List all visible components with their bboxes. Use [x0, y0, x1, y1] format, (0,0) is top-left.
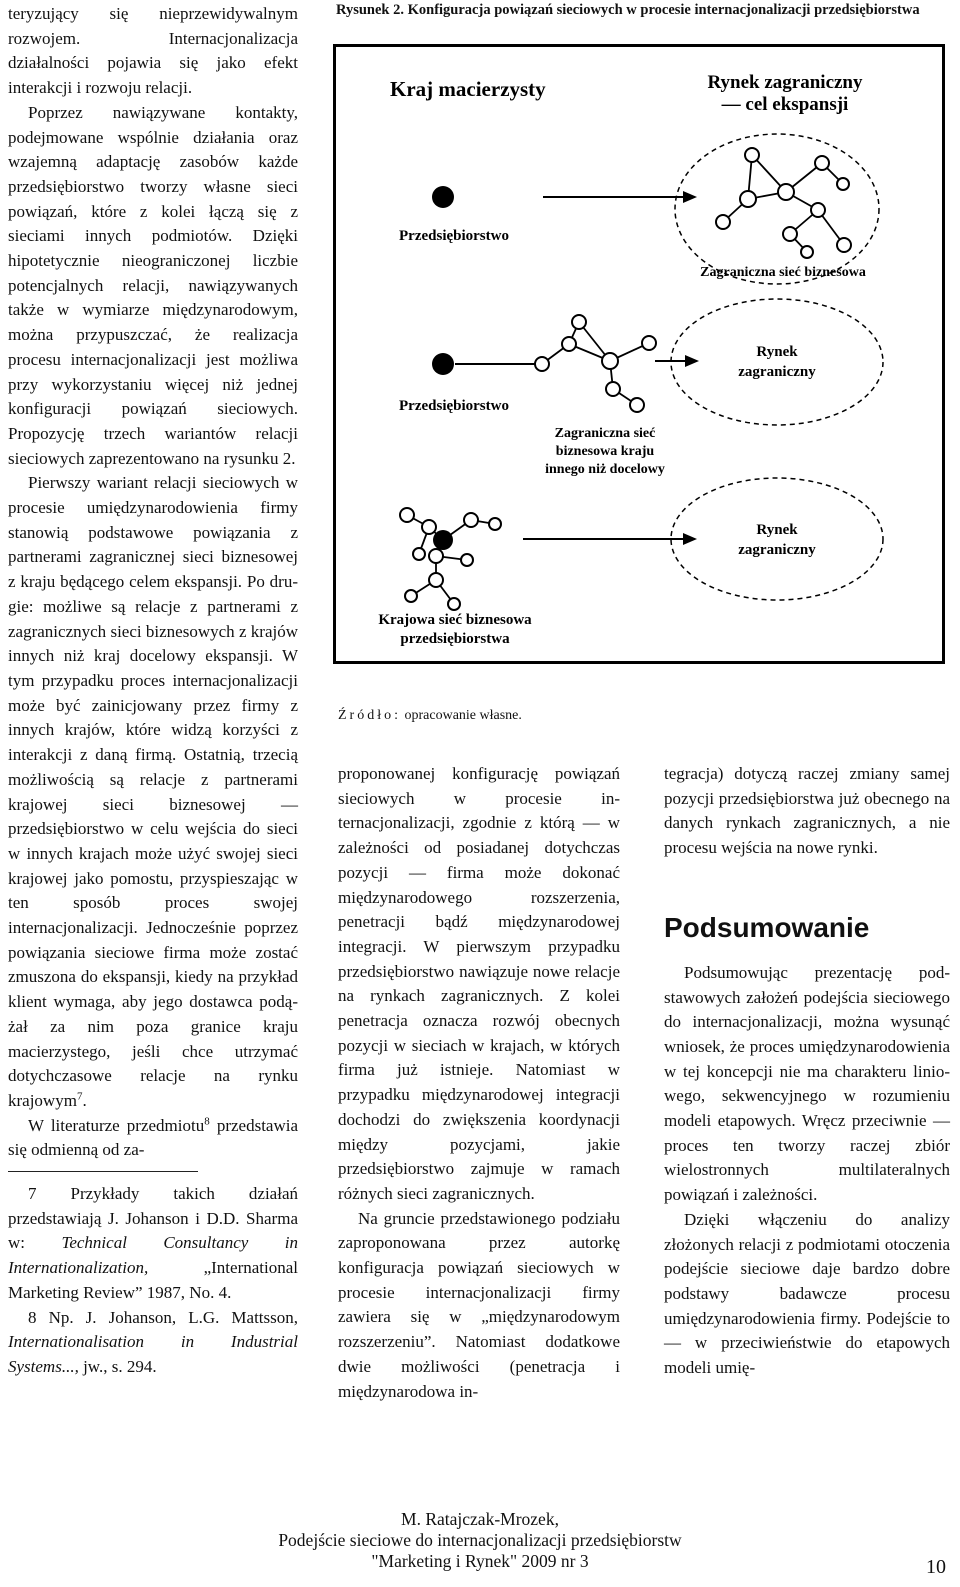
foreign-market-label: Rynek — [756, 344, 798, 360]
paragraph-text: W literaturze przedmiotu — [28, 1115, 205, 1135]
figure-caption: Rysunek 2. Konfiguracja powiązań sieciowych w procesie internacjonalizacji przedsiębiorstwa — [336, 2, 920, 18]
home-country-title: Kraj macierzysty — [390, 77, 546, 101]
foreign-network-label: Zagraniczna sieć biznesowa — [700, 265, 866, 280]
footer-journal: "Marketing i Rynek" 2009 nr 3 — [371, 1551, 589, 1571]
network-node — [837, 238, 851, 252]
paragraph: Poprzez nawiązywane kontakty, podejmowane wspólnie działania oraz wzajemną adaptację zasobów każde przedsiębiorstwo tworzy własne sieci powiązań, które z kolei łączą się z sieciami innych podmiotów. Dzięki hipotetycznie nieograniczonej liczbie potencjalnych relacji, nawiązywanych także w wymiarze międzynarodowym, można przypuszczać, że realizacja procesu internacjonalizacji jest możliwa przy wykorzystaniu więcej niż jednej konfiguracji powiązań sieciowych. Propozycję trzech wariantów relacji sieciowych zaprezentowano na rysunku 2. — [8, 102, 298, 468]
page-footer — [230, 1509, 730, 1572]
network-node — [413, 548, 425, 560]
network-node — [400, 508, 414, 522]
enterprise-node — [432, 353, 454, 375]
footnote-text: Przykłady takich działań przedstawiają J. Johanson i D.D. Sharma w: — [8, 1184, 298, 1253]
network-node — [740, 191, 756, 207]
network-node — [448, 598, 460, 610]
paragraph: tegracja) dotyczą raczej zmiany samej pozycji przedsiębiorstwa już obecnego na danych rynkach zagranicznych, a nie procesu wejścia na nowe rynki. — [664, 764, 950, 858]
footnote-7 — [8, 1182, 298, 1306]
network-node — [606, 382, 620, 396]
network-node — [562, 337, 576, 351]
footnote-8 — [8, 1306, 298, 1380]
paragraph-text: Pierwszy wariant relacji sieciowych w procesie umiędzynarodowienia firmy stanowią podstawowe powiązania z partnerami zagranicznej sieci biznesowej z kraju będącego celem ekspansji. Po drugie: możliwe są relacje z partnerami z zagranicznych sieci biznesowych z krajów innych niż kraj docelowy ekspansji. W tym przypadku proces internacjonalizacji może być zainicjowany przez firmy z innych krajów, które widzą korzyści z interakcji z daną firmą. Ostatnią, trzecią możliwością są relacje z partnerami krajowej sieci biznesowej — przedsiębiorstwo w celu wejścia do sieci w innych krajach może użyć swojej sieci krajowej jako pomostu, przyspieszając w ten sposób proces swojej internacjonalizacji. Jednocześnie poprzez powiązania sieciowe firma może zostać zmuszona do ekspansji, kiedy na przykład klient wymaga, aby jego dostawca podążał za nim poza granice kraju macierzystego, jeśli chce utrzymać dotychczasowe relacje na rynku krajowym — [8, 473, 298, 1110]
footnote-number: 7 — [28, 1184, 37, 1204]
right-column — [664, 762, 950, 1381]
footer-author: M. Ratajczak-Mrozek, — [401, 1509, 559, 1529]
foreign-market-label: zagraniczny — [738, 364, 816, 380]
middle-column — [338, 762, 620, 1404]
footnote-divider — [8, 1171, 198, 1172]
footnote-text: Np. J. Johanson, L.G. Mattsson, — [48, 1307, 299, 1327]
network-node — [461, 554, 473, 566]
source-text: opracowanie własne. — [401, 708, 522, 723]
foreign-market-label: Rynek — [756, 522, 798, 538]
figure-source — [338, 708, 522, 724]
footnote-ref-7[interactable]: 7 — [76, 1090, 83, 1103]
network-node — [602, 353, 618, 369]
network-node — [464, 513, 478, 527]
other-country-network-label: biznesowa kraju — [555, 444, 655, 459]
network-node — [745, 148, 759, 162]
target-market-title: Rynek zagraniczny — [707, 72, 863, 93]
network-node — [716, 215, 730, 229]
network-node — [778, 184, 794, 200]
network-node — [429, 573, 443, 587]
domestic-network-label: przedsiębiorstwa — [400, 631, 510, 647]
footnote-text: „International Marketing Review” 1987, No. 4. — [8, 1258, 298, 1302]
network-configuration-diagram — [333, 44, 945, 666]
page-number: 10 — [926, 1556, 946, 1578]
network-node — [630, 398, 644, 412]
other-country-network-label: Zagraniczna sieć — [554, 426, 656, 441]
other-country-network-label: innego niż docelowy — [545, 462, 665, 477]
footnote-title: Internationalisation in Industrial Systems..., — [8, 1332, 298, 1376]
paragraph — [8, 1114, 298, 1163]
section-heading: Podsumowanie — [664, 912, 870, 943]
figure-frame — [335, 46, 944, 663]
network-node — [837, 178, 849, 190]
left-column — [8, 2, 298, 1380]
network-node — [429, 549, 443, 563]
network-node — [405, 590, 417, 602]
network-node — [422, 520, 436, 534]
footnote-ref-8[interactable]: 8 — [204, 1114, 210, 1127]
network-node — [801, 246, 813, 258]
paragraph: teryzujący się nieprzewidywalnym rozwojem. Internacjonalizacja działalności pojawia się jako efekt interakcji i rozwoju relacji. — [8, 4, 298, 98]
target-market-subtitle: — cel ekspansji — [721, 94, 849, 115]
paragraph: Pierwszy wariant relacji sieciowych w procesie umiędzynarodowienia firmy stanowią podstawowe powiązania z partnerami zagranicznej sieci biznesowej z kraju będącego celem ekspansji. Po drugie: możliwe są relacje z partnerami z zagranicznych sieci biznesowych z krajów innych niż kraj docelowy ekspansji. W tym przypadku proces internacjonalizacji może być zainicjowany przez firmy z innych krajów, które widzą korzyści z interakcji z daną firmą. Ostatnią, trzecią możliwością są relacje z partnerami krajowej sieci biznesowej — przedsiębiorstwo w celu wejścia do sieci w innych krajach może użyć swojej sieci krajowej jako pomostu, przyspieszając w ten sposób proces swojej internacjonalizacji. Jednocześnie poprzez powiązania sieciowe firma może zostać zmuszona do ekspansji, kiedy na przykład klient wymaga, aby jego dostawca podążał za nim poza granice kraju macierzystego, jeśli chce utrzymać dotychczasowe relacje na rynku krajowym$^7$. — [8, 473, 298, 1110]
paragraph: Podsumowując prezentację podstawowych założeń podejścia sieciowego do internacjonalizacji, można wysunąć wniosek, że proces umiędzynarodowienia w tej koncepcji nie ma charakteru liniowego, sekwencyjnego w rozumieniu modeli etapowych. Wręcz przeciwnie — proces ten tworzy raczej zbiór wielostronnych multilateralnych powiązań i zależności. — [664, 962, 950, 1205]
enterprise-label: Przedsiębiorstwo — [399, 398, 509, 414]
network-node — [783, 227, 797, 241]
paragraph: proponowanej konfigurację powiązań sieciowych w procesie internacjonalizacji, zgodnie z którą — w zależności od posiadanej dotychczas pozycji — firma może dokonać międzynarodowego rozszerzenia, penetracji bądź międzynarodowej integracji. W pierwszym przypadku przedsiębiorstwo nawiązuje nowe relacje na rynkach zagranicznych. Z kolei penetracja oznacza rozwój obecnych pozycji w sieciach w krajach, w których firma już istnieje. Natomiast w przypadku międzynarodowej integracji dochodzi do zwiększenia koordynacji między pozycjami, jakie przedsiębiorstwo zajmuje w ramach różnych sieci zagranicznych. — [338, 764, 620, 1203]
foreign-market-label: zagraniczny — [738, 542, 816, 558]
network-node — [572, 315, 586, 329]
footnote-text: jw., s. 294. — [83, 1356, 157, 1376]
footer-title: Podejście sieciowe do internacjonalizacji przedsiębiorstw — [278, 1530, 682, 1550]
network-node — [811, 203, 825, 217]
network-node — [642, 336, 656, 350]
domestic-network-label: Krajowa sieć biznesowa — [378, 612, 532, 628]
enterprise-label: Przedsiębiorstwo — [399, 228, 509, 244]
enterprise-node — [433, 530, 453, 550]
enterprise-node — [432, 186, 454, 208]
paragraph: Dzięki włączeniu do analizy złożonych relacji z podmiotami otoczenia podejście sieciowe daje bardzo dobre podstawy badawcze procesu umiędzynarodowienia firmy. Podejście to — w przeciwieństwie do etapowych modeli umię- — [664, 1209, 950, 1378]
network-node — [815, 156, 829, 170]
network-node — [489, 518, 501, 530]
footnote-title: Technical Consultancy in Internationalization, — [8, 1233, 298, 1278]
network-node — [535, 357, 549, 371]
paragraph: Na gruncie przedstawionego podziału zaproponowana przez autorkę konfiguracja powiązań sieciowych w procesie internacjonalizacji firmy zawiera się w „międzynarodowym rozszerzeniu”. Natomiast dodatkowe dwie możliwości (penetracja i międzynarodowa in- — [338, 1208, 620, 1401]
source-prefix: Źródło: — [338, 708, 401, 723]
paragraph-text: przedstawia się odmienną od za- — [8, 1115, 299, 1160]
footnote-number: 8 — [28, 1307, 37, 1327]
